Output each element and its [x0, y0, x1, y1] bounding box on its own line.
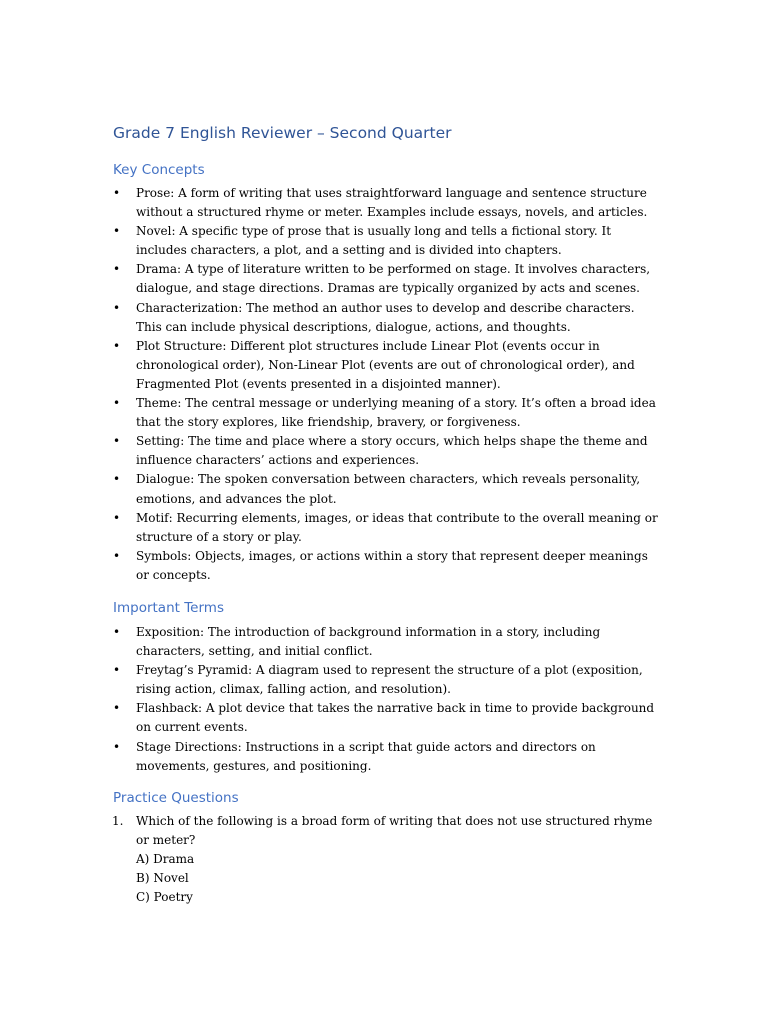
practice-questions-list	[0, 812, 768, 907]
document-title: Grade 7 English Reviewer – Second Quarter	[113, 124, 452, 142]
bullet-icon: •	[113, 224, 121, 239]
bullet-icon: •	[113, 548, 121, 563]
key-concepts-heading: Key Concepts	[113, 162, 205, 178]
list-item	[0, 547, 768, 585]
answer-option-c: C) Poetry	[136, 890, 193, 905]
bullet-icon: •	[113, 396, 121, 411]
term-flashback: Flashback: A plot device that takes the narrative back in time to provide background on current events.	[136, 701, 655, 735]
bullet-icon: •	[113, 701, 121, 716]
list-item	[0, 699, 768, 737]
term-freytags-pyramid: Freytag’s Pyramid: A diagram used to represent the structure of a plot (exposition, rising action, climax, falling action, and resolution).	[136, 663, 643, 697]
list-item	[0, 299, 768, 337]
list-item	[0, 222, 768, 260]
question-item	[0, 812, 768, 907]
bullet-icon: •	[113, 434, 121, 449]
key-concepts-list	[0, 184, 768, 585]
bullet-icon: •	[113, 472, 121, 487]
concept-drama: Drama: A type of literature written to be performed on stage. It involves characters, dialogue, and stage directions. Dramas are typically organized by acts and scenes.	[136, 262, 651, 296]
concept-plot-structure: Plot Structure: Different plot structures include Linear Plot (events occur in chronological order), Non-Linear Plot (events are out of chronological order), and Fragmented Plot (events presented in a disjointed manner).	[136, 338, 635, 391]
list-item	[0, 394, 768, 432]
bullet-icon: •	[113, 510, 121, 525]
practice-questions-heading: Practice Questions	[113, 790, 239, 806]
concept-motif: Motif: Recurring elements, images, or ideas that contribute to the overall meaning or structure of a story or play.	[136, 510, 658, 544]
important-terms-heading: Important Terms	[113, 600, 224, 616]
bullet-icon: •	[113, 625, 121, 639]
list-item	[0, 623, 768, 661]
list-item	[0, 337, 768, 394]
concept-symbols: Symbols: Objects, images, or actions within a story that represent deeper meanings or concepts.	[136, 548, 648, 582]
concept-theme: Theme: The central message or underlying meaning of a story. It’s often a broad idea that the story explores, like friendship, bravery, or forgiveness.	[136, 396, 656, 430]
answer-option-a: A) Drama	[136, 852, 195, 867]
important-terms-list	[0, 623, 768, 776]
bullet-icon: •	[113, 262, 121, 277]
concept-setting: Setting: The time and place where a story occurs, which helps shape the theme and influence characters’ actions and experiences.	[136, 434, 648, 468]
term-exposition: Exposition: The introduction of background information in a story, including characters, setting, and initial conflict.	[136, 625, 601, 659]
concept-prose: Prose: A form of writing that uses straightforward language and sentence structure without a structured rhyme or meter. Examples include essays, novels, and articles.	[136, 186, 648, 220]
list-item	[0, 509, 768, 547]
term-stage-directions: Stage Directions: Instructions in a script that guide actors and directors on movements, gestures, and positioning.	[136, 739, 596, 773]
list-item	[0, 738, 768, 776]
bullet-icon: •	[113, 739, 121, 754]
bullet-icon: •	[113, 300, 121, 315]
concept-dialogue: Dialogue: The spoken conversation between characters, which reveals personality, emotions, and advances the plot.	[136, 472, 641, 506]
question-number: 1.	[112, 814, 124, 828]
bullet-icon: •	[113, 186, 121, 200]
question-text: Which of the following is a broad form of writing that does not use structured rhyme or meter?	[136, 814, 653, 848]
list-item	[0, 184, 768, 222]
answer-option-b: B) Novel	[136, 871, 189, 886]
concept-characterization: Characterization: The method an author uses to develop and describe characters. This can include physical descriptions, dialogue, actions, and thoughts.	[136, 300, 635, 334]
list-item	[0, 661, 768, 699]
list-item	[0, 432, 768, 470]
bullet-icon: •	[113, 338, 121, 353]
list-item	[0, 470, 768, 508]
concept-novel: Novel: A specific type of prose that is usually long and tells a fictional story. It includes characters, a plot, and a setting and is divided into chapters.	[136, 224, 612, 258]
list-item	[0, 260, 768, 298]
bullet-icon: •	[113, 663, 121, 678]
